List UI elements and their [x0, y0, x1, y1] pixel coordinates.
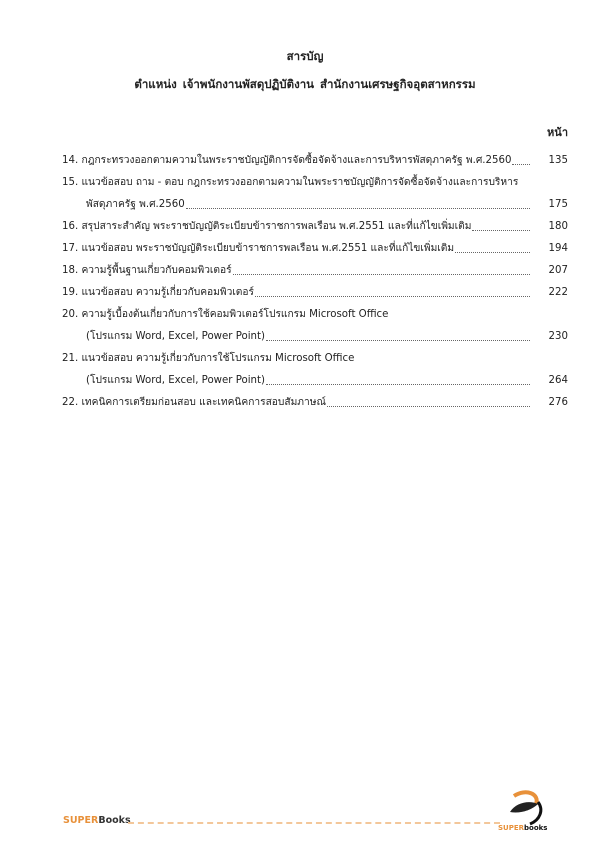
- position-subtitle: ตำแหน่ง เจ้าพนักงานพัสดุปฏิบัติงาน สำนักงานเศรษฐกิจอุตสาหกรรม: [134, 77, 476, 91]
- toc-entry[interactable]: [62, 303, 568, 325]
- toc-entry[interactable]: [62, 171, 568, 193]
- toc-entry-text: 19. แนวข้อสอบ ความรู้เกี่ยวกับคอมพิวเตอร์: [62, 287, 255, 298]
- toc-entry[interactable]: [62, 391, 568, 413]
- page-column-label: หน้า: [547, 126, 568, 139]
- toc-entry[interactable]: [62, 237, 568, 259]
- toc-entry-text: (โปรแกรม Word, Excel, Power Point): [86, 331, 265, 342]
- footer-brand: [63, 815, 131, 826]
- toc-entry-text: 16. สรุปสาระสำคัญ พระราชบัญญัติระเบียบข้าราชการพลเรือน พ.ศ.2551 และที่แก้ไขเพิ่มเติม: [62, 221, 472, 232]
- toc-entry-text: 22. เทคนิคการเตรียมก่อนสอบ และเทคนิคการสอบสัมภาษณ์: [62, 397, 326, 408]
- toc-page-number: 230: [548, 330, 568, 342]
- toc-entry[interactable]: [62, 325, 568, 347]
- toc-entry-text: 21. แนวข้อสอบ ความรู้เกี่ยวกับการใช้โปรแกรม Microsoft Office: [62, 353, 355, 364]
- toc-page-number: 276: [548, 396, 568, 408]
- toc-entry[interactable]: [62, 281, 568, 303]
- dot-leader: [186, 208, 530, 209]
- toc-entry-text: พัสดุภาครัฐ พ.ศ.2560: [86, 199, 185, 210]
- toc-entry-text: (โปรแกรม Word, Excel, Power Point): [86, 375, 265, 386]
- footer-divider: [128, 822, 500, 824]
- table-of-contents: [62, 149, 568, 413]
- toc-entry-text: 20. ความรู้เบื้องต้นเกี่ยวกับการใช้คอมพิวเตอร์โปรแกรม Microsoft Office: [62, 309, 389, 320]
- toc-page-number: 264: [548, 374, 568, 386]
- toc-entry[interactable]: [62, 369, 568, 391]
- superbooks-logo-icon: [496, 790, 552, 832]
- toc-entry[interactable]: [62, 193, 568, 215]
- dot-leader: [455, 252, 530, 253]
- footer-brand-super: SUPER: [63, 815, 99, 826]
- toc-page-number: 207: [548, 264, 568, 276]
- toc-entry[interactable]: [62, 215, 568, 237]
- toc-page-number: 180: [548, 220, 568, 232]
- toc-page-number: 222: [548, 286, 568, 298]
- toc-entry-text: 18. ความรู้พื้นฐานเกี่ยวกับคอมพิวเตอร์: [62, 265, 232, 276]
- toc-title: สารบัญ: [286, 49, 324, 63]
- svg-text:books: books: [524, 824, 548, 832]
- dot-leader: [266, 384, 530, 385]
- dot-leader: [255, 296, 530, 297]
- dot-leader: [327, 406, 530, 407]
- svg-text:SUPER: SUPER: [498, 824, 525, 832]
- toc-page-number: 194: [548, 242, 568, 254]
- dot-leader: [512, 164, 530, 165]
- toc-entry-text: 17. แนวข้อสอบ พระราชบัญญัติระเบียบข้าราชการพลเรือน พ.ศ.2551 และที่แก้ไขเพิ่มเติม: [62, 243, 455, 254]
- toc-page-number: 135: [548, 154, 568, 166]
- footer-brand-books: Books: [98, 815, 131, 826]
- toc-page-number: 175: [548, 198, 568, 210]
- dot-leader: [472, 230, 530, 231]
- dot-leader: [233, 274, 530, 275]
- dot-leader: [266, 340, 530, 341]
- toc-entry[interactable]: [62, 149, 568, 171]
- toc-entry-text: 15. แนวข้อสอบ ถาม - ตอบ กฎกระทรวงออกตามความในพระราชบัญญัติการจัดซื้อจัดจ้างและการบริหาร: [62, 177, 519, 188]
- toc-entry[interactable]: [62, 347, 568, 369]
- toc-entry-text: 14. กฎกระทรวงออกตามความในพระราชบัญญัติการจัดซื้อจัดจ้างและการบริหารพัสดุภาครัฐ พ.ศ.2560: [62, 155, 512, 166]
- toc-entry[interactable]: [62, 259, 568, 281]
